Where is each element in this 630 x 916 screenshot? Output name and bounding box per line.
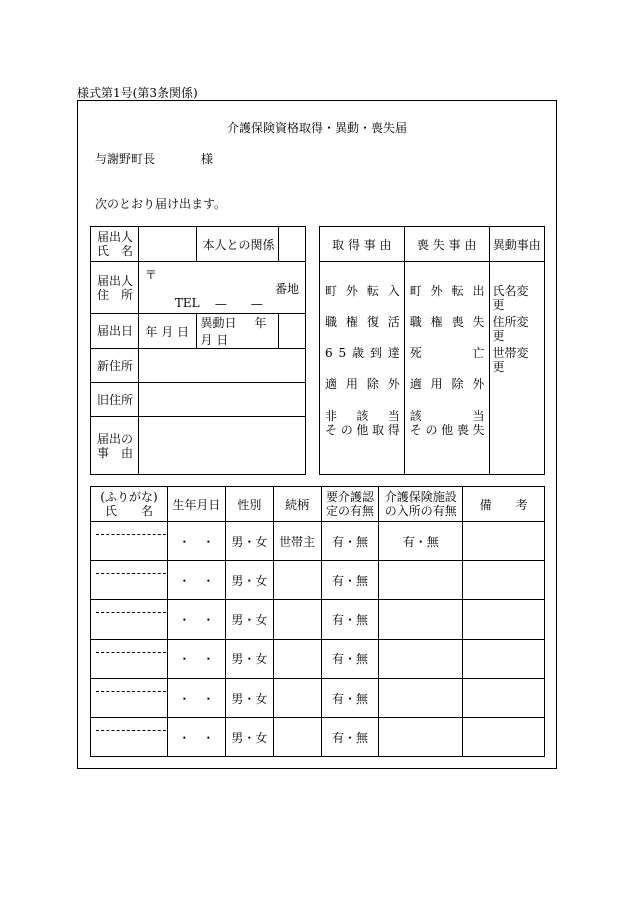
applicant-address-label: 届出人 住 所 <box>91 262 139 314</box>
persons-header-row <box>91 487 545 522</box>
change-item[interactable]: 住所変更 <box>492 315 529 343</box>
old-address-field[interactable] <box>138 383 305 417</box>
new-address-label: 新住所 <box>91 349 139 383</box>
header-birth: 生年月日 <box>167 487 225 522</box>
acquire-item[interactable]: 6 5 歳 到 達 <box>325 346 400 360</box>
person-name-field[interactable] <box>91 561 168 600</box>
change-item[interactable]: 氏名変更 <box>492 284 529 312</box>
change-list <box>489 262 544 475</box>
person-birth-field[interactable]: ・ ・ <box>167 678 225 717</box>
person-remarks-field[interactable] <box>463 522 545 561</box>
person-birth-field[interactable]: ・ ・ <box>167 600 225 639</box>
relation-field[interactable] <box>279 227 306 262</box>
header-sex: 性別 <box>225 487 273 522</box>
person-relation-field[interactable] <box>273 561 321 600</box>
person-care-cert-field[interactable]: 有・無 <box>321 718 379 757</box>
applicant-name-field[interactable] <box>138 227 196 262</box>
person-relation-field[interactable] <box>273 678 321 717</box>
header-care-cert: 要介護認 定の有無 <box>321 487 379 522</box>
form-title: 介護保険資格取得・異動・喪失届 <box>226 121 407 135</box>
lose-list <box>404 262 489 475</box>
lose-header: 喪 失 事 由 <box>404 227 489 262</box>
acquire-item[interactable]: 適 用 除 外 非 該 当 <box>325 377 400 423</box>
applicant-address-field[interactable] <box>138 262 305 314</box>
person-care-cert-field[interactable]: 有・無 <box>321 600 379 639</box>
addressee-name: 与謝野町長 <box>95 152 156 166</box>
person-birth-field[interactable]: ・ ・ <box>167 718 225 757</box>
person-remarks-field[interactable] <box>463 639 545 678</box>
reason-field[interactable] <box>138 417 305 475</box>
person-facility-field[interactable] <box>379 718 463 757</box>
person-row <box>91 522 545 561</box>
person-care-cert-field[interactable]: 有・無 <box>321 561 379 600</box>
person-name-field[interactable] <box>91 718 168 757</box>
person-sex-field[interactable]: 男・女 <box>225 639 273 678</box>
form-frame <box>77 100 557 769</box>
addressee-honorific: 様 <box>201 152 214 166</box>
person-facility-field[interactable] <box>379 639 463 678</box>
tel-label: TEL <box>174 296 200 310</box>
person-row <box>91 718 545 757</box>
lead-text: 次のとおり届け出ます。 <box>95 197 227 211</box>
person-remarks-field[interactable] <box>463 678 545 717</box>
person-row <box>91 639 545 678</box>
banchi-label: 番地 <box>274 282 299 296</box>
applicant-name-label: 届出人 氏 名 <box>91 227 139 262</box>
person-relation-field[interactable]: 世帯主 <box>273 522 321 561</box>
old-address-label: 旧住所 <box>91 383 139 417</box>
change-date-field[interactable]: 年 月 日 <box>200 316 267 347</box>
person-sex-field[interactable]: 男・女 <box>225 600 273 639</box>
person-name-field[interactable] <box>91 639 168 678</box>
reason-table <box>319 226 545 475</box>
person-sex-field[interactable]: 男・女 <box>225 561 273 600</box>
person-sex-field[interactable]: 男・女 <box>225 678 273 717</box>
relation-label: 本人との関係 <box>196 227 279 262</box>
person-care-cert-field[interactable]: 有・無 <box>321 639 379 678</box>
person-row <box>91 678 545 717</box>
person-relation-field[interactable] <box>273 639 321 678</box>
person-name-field[interactable] <box>91 522 168 561</box>
person-birth-field[interactable]: ・ ・ <box>167 522 225 561</box>
person-relation-field[interactable] <box>273 718 321 757</box>
header-remarks: 備 考 <box>463 487 545 522</box>
person-facility-field[interactable] <box>379 561 463 600</box>
change-date-label: 異動日 <box>200 316 237 330</box>
change-date-cell <box>196 314 279 349</box>
header-name: (ふりがな) 氏 名 <box>91 487 168 522</box>
person-remarks-field[interactable] <box>463 561 545 600</box>
persons-table <box>90 486 545 757</box>
acquire-list <box>320 262 405 475</box>
tel-dashes: — — <box>214 297 263 311</box>
person-name-field[interactable] <box>91 678 168 717</box>
person-care-cert-field[interactable]: 有・無 <box>321 522 379 561</box>
date-label: 届出日 <box>91 314 139 349</box>
header-relation: 続柄 <box>273 487 321 522</box>
addressee <box>95 150 214 167</box>
person-facility-field[interactable]: 有・無 <box>379 522 463 561</box>
header-facility: 介護保険施設 の入所の有無 <box>379 487 463 522</box>
acquire-header: 取 得 事 由 <box>320 227 405 262</box>
person-relation-field[interactable] <box>273 600 321 639</box>
person-row <box>91 561 545 600</box>
change-header: 異動事由 <box>489 227 544 262</box>
lose-item[interactable]: 職 権 喪 失 <box>409 315 485 329</box>
person-care-cert-field[interactable]: 有・無 <box>321 678 379 717</box>
date-field[interactable]: 年 月 日 <box>138 314 196 349</box>
acquire-item[interactable]: 職 権 復 活 <box>325 315 400 329</box>
person-row <box>91 600 545 639</box>
person-facility-field[interactable] <box>379 678 463 717</box>
person-facility-field[interactable] <box>379 600 463 639</box>
lose-item[interactable]: 適 用 除 外 該 当 <box>409 377 485 423</box>
new-address-field[interactable] <box>138 349 305 383</box>
lose-item[interactable]: 町 外 転 出 <box>409 284 485 298</box>
applicant-table <box>90 226 306 475</box>
form-number: 様式第1号(第3条関係) <box>77 86 198 100</box>
person-sex-field[interactable]: 男・女 <box>225 718 273 757</box>
lose-item[interactable]: そ の 他 喪 失 <box>409 423 485 437</box>
person-remarks-field[interactable] <box>463 718 545 757</box>
person-birth-field[interactable]: ・ ・ <box>167 561 225 600</box>
postal-mark: 〒 <box>144 268 157 282</box>
person-birth-field[interactable]: ・ ・ <box>167 639 225 678</box>
reason-label: 届出の 事 由 <box>91 417 139 475</box>
change-item[interactable]: 世帯変更 <box>492 346 529 374</box>
acquire-item[interactable]: 町 外 転 入 <box>325 284 400 298</box>
person-name-field[interactable] <box>91 600 168 639</box>
person-remarks-field[interactable] <box>463 600 545 639</box>
person-sex-field[interactable]: 男・女 <box>225 522 273 561</box>
acquire-item[interactable]: そ の 他 取 得 <box>325 423 400 437</box>
lose-item[interactable]: 死 亡 <box>409 346 485 360</box>
